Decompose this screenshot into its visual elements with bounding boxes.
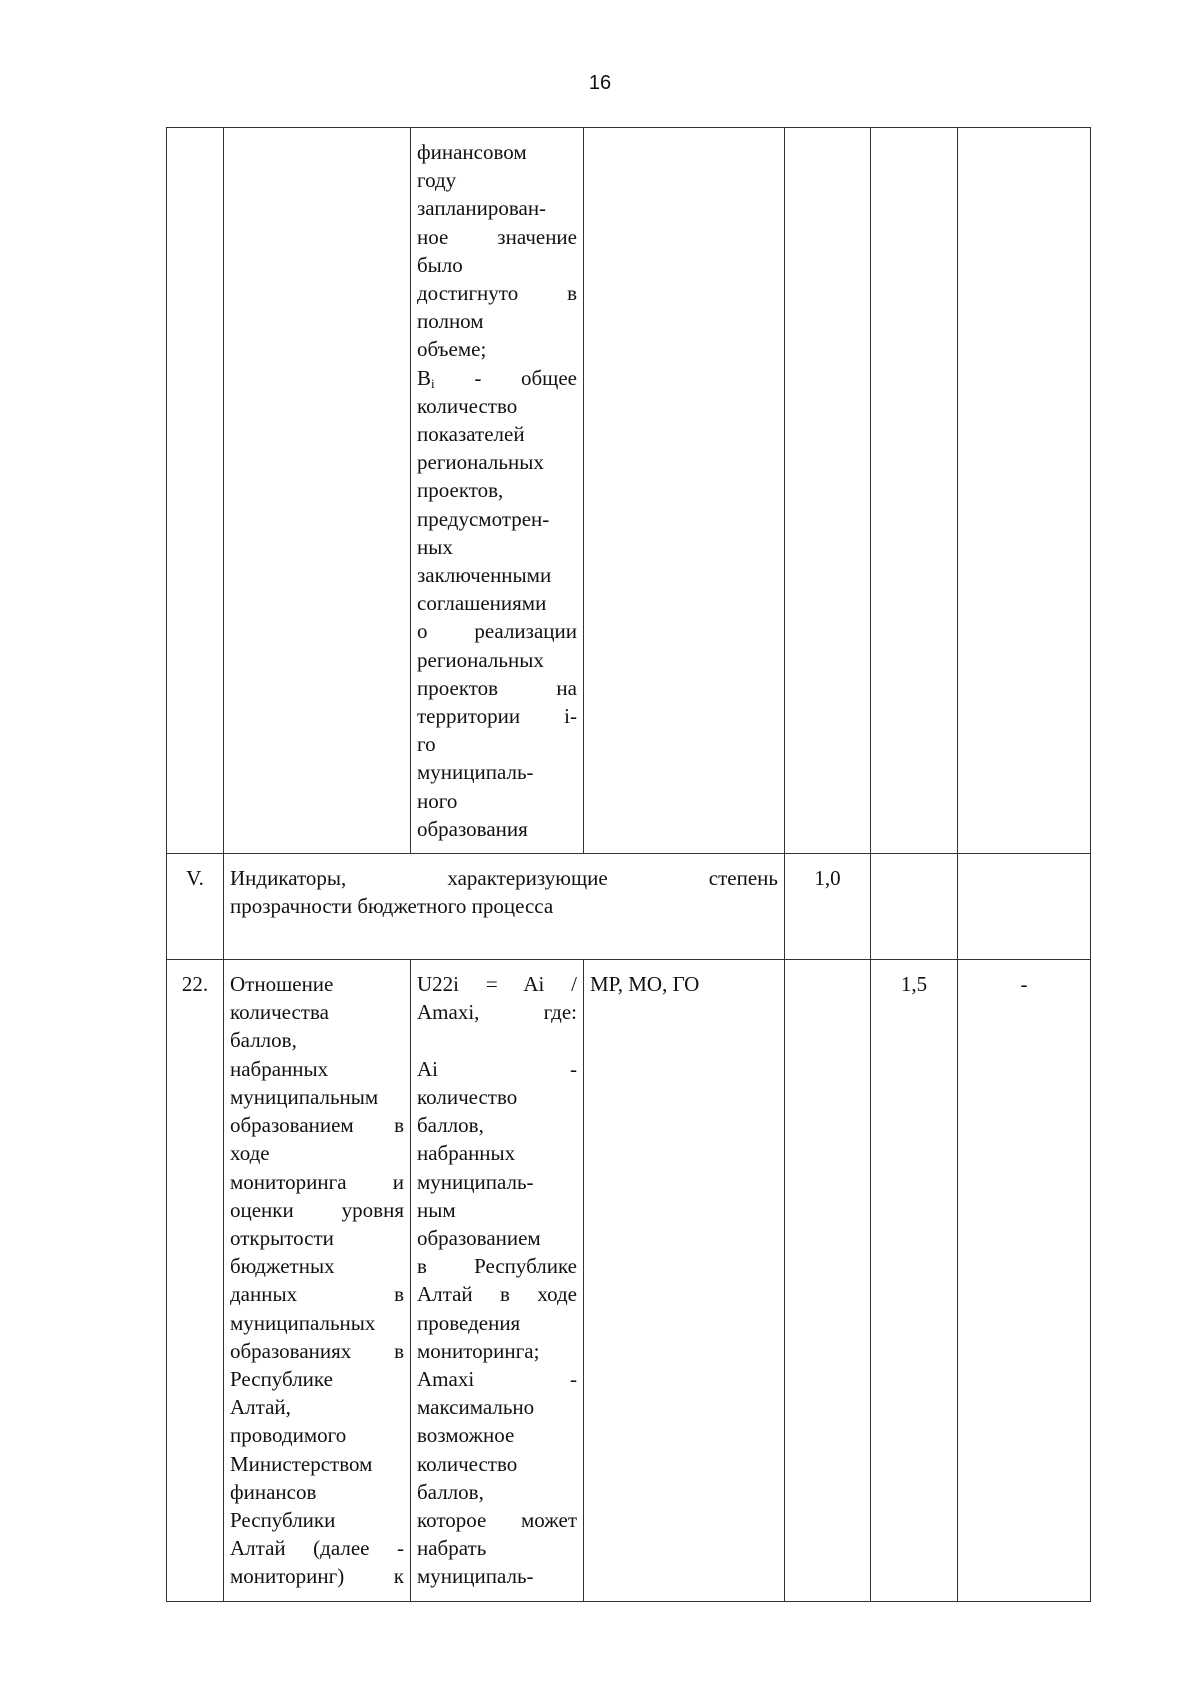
cell-indicator-name bbox=[224, 128, 411, 854]
text-line: оценки уровня bbox=[230, 1197, 404, 1222]
text-line: возможное bbox=[417, 1423, 515, 1448]
text-line: образованием в bbox=[230, 1113, 404, 1138]
text-line: Ai - bbox=[417, 1056, 577, 1081]
section-title-line: Индикаторы, характеризующие степень bbox=[230, 866, 778, 891]
b-symbol: B bbox=[417, 365, 432, 390]
text-line: которое может bbox=[417, 1507, 577, 1532]
applies-to: МР, МО, ГО bbox=[584, 960, 785, 1601]
other-value: - bbox=[958, 960, 1091, 1601]
text-line: муниципальных bbox=[230, 1310, 376, 1335]
text-line: объеме; bbox=[417, 337, 487, 362]
text-line: проведения bbox=[417, 1310, 521, 1335]
page-number: 16 bbox=[588, 72, 612, 94]
text-line bbox=[417, 364, 577, 392]
formula-text bbox=[417, 138, 577, 843]
text-line: полном bbox=[417, 309, 484, 334]
text-line: году bbox=[417, 168, 457, 193]
text-line: муниципаль- bbox=[417, 1169, 534, 1194]
text-line: мониторинга и bbox=[230, 1169, 404, 1194]
text-line: количество bbox=[417, 393, 518, 418]
table-row-section-v bbox=[167, 854, 1091, 960]
text-line: ного bbox=[417, 788, 458, 813]
text-line: финансовом bbox=[417, 140, 527, 164]
text-line: показателей bbox=[417, 422, 525, 447]
text-line: Amaxi - bbox=[417, 1366, 577, 1391]
text-line: баллов, bbox=[417, 1113, 484, 1138]
table-row-continuation bbox=[167, 128, 1091, 854]
section-weight: 1,0 bbox=[785, 854, 871, 960]
text-line: предусмотрен- bbox=[417, 506, 550, 531]
section-title bbox=[224, 854, 785, 960]
text-line: образованием bbox=[417, 1225, 541, 1250]
text-line bbox=[417, 1026, 577, 1054]
text-line: мониторинга; bbox=[417, 1338, 540, 1363]
text-line: го bbox=[417, 732, 436, 757]
cell-number bbox=[167, 128, 224, 854]
text-line: Республики bbox=[230, 1507, 336, 1532]
text-line: запланирован- bbox=[417, 196, 547, 221]
text-line: территории i- bbox=[417, 704, 577, 729]
indicator-name bbox=[224, 960, 411, 1601]
text-line: региональных bbox=[417, 647, 544, 672]
row-number: 22. bbox=[167, 960, 224, 1601]
text-line: было bbox=[417, 252, 463, 277]
indicator-name-text bbox=[230, 970, 404, 1590]
cell-coefficient bbox=[871, 128, 958, 854]
text-line: проводимого bbox=[230, 1423, 347, 1448]
indicators-table bbox=[166, 127, 1091, 1602]
cell-weight bbox=[785, 128, 871, 854]
b-description: - общее bbox=[434, 365, 577, 390]
text-line: проектов на bbox=[417, 675, 577, 700]
cell-applies-to bbox=[584, 128, 785, 854]
section-title-line: прозрачности бюджетного процесса bbox=[230, 894, 554, 919]
text-line: набрать bbox=[417, 1536, 487, 1561]
text-line: образованиях в bbox=[230, 1338, 404, 1363]
text-line: достигнуто в bbox=[417, 281, 577, 306]
text-line: муниципаль- bbox=[417, 1564, 534, 1589]
text-line: количества bbox=[230, 1000, 329, 1025]
text-line: максимально bbox=[417, 1395, 535, 1420]
text-line: мониторинг) к bbox=[230, 1564, 404, 1589]
text-line: заключенными bbox=[417, 563, 552, 588]
coefficient: 1,5 bbox=[871, 960, 958, 1601]
text-line: муниципальным bbox=[230, 1084, 379, 1109]
text-line: ным bbox=[417, 1197, 456, 1222]
text-line: баллов, bbox=[417, 1479, 484, 1504]
text-line: набранных bbox=[230, 1056, 329, 1081]
cell-coefficient bbox=[871, 854, 958, 960]
text-line: региональных bbox=[417, 450, 544, 475]
text-line: Amaxi, где: bbox=[417, 1000, 577, 1025]
text-line: открытости bbox=[230, 1225, 334, 1250]
text-line: набранных bbox=[417, 1141, 516, 1166]
text-line: ных bbox=[417, 534, 453, 559]
text-line: финансов bbox=[230, 1479, 317, 1504]
text-line: соглашениями bbox=[417, 591, 547, 616]
text-line: ходе bbox=[230, 1141, 270, 1166]
text-line: количество bbox=[417, 1084, 518, 1109]
text-line: проектов, bbox=[417, 478, 504, 503]
text-line: в Республике bbox=[417, 1254, 577, 1279]
indicator-formula bbox=[411, 960, 584, 1601]
text-line: Алтай (далее - bbox=[230, 1536, 404, 1561]
text-line: Министерством bbox=[230, 1451, 373, 1476]
text-line: данных в bbox=[230, 1282, 404, 1307]
text-line: муниципаль- bbox=[417, 760, 534, 785]
table-row-22 bbox=[167, 960, 1091, 1601]
text-line: бюджетных bbox=[230, 1254, 335, 1279]
cell-other bbox=[958, 128, 1091, 854]
formula-text bbox=[417, 970, 577, 1590]
section-number: V. bbox=[167, 854, 224, 960]
text-line: о реализации bbox=[417, 619, 577, 644]
text-line: количество bbox=[417, 1451, 518, 1476]
text-line: U22i = Ai / bbox=[417, 972, 577, 997]
b-subscript: i bbox=[431, 375, 435, 391]
text-line: образования bbox=[417, 816, 528, 841]
text-line: Отношение bbox=[230, 972, 334, 997]
text-line: Республике bbox=[230, 1366, 333, 1391]
text-line: баллов, bbox=[230, 1028, 297, 1053]
text-line: Алтай в ходе bbox=[417, 1282, 577, 1307]
weight bbox=[785, 960, 871, 1601]
cell-formula bbox=[411, 128, 584, 854]
cell-other bbox=[958, 854, 1091, 960]
text-line: Алтай, bbox=[230, 1395, 291, 1420]
text-line: ное значение bbox=[417, 224, 577, 249]
